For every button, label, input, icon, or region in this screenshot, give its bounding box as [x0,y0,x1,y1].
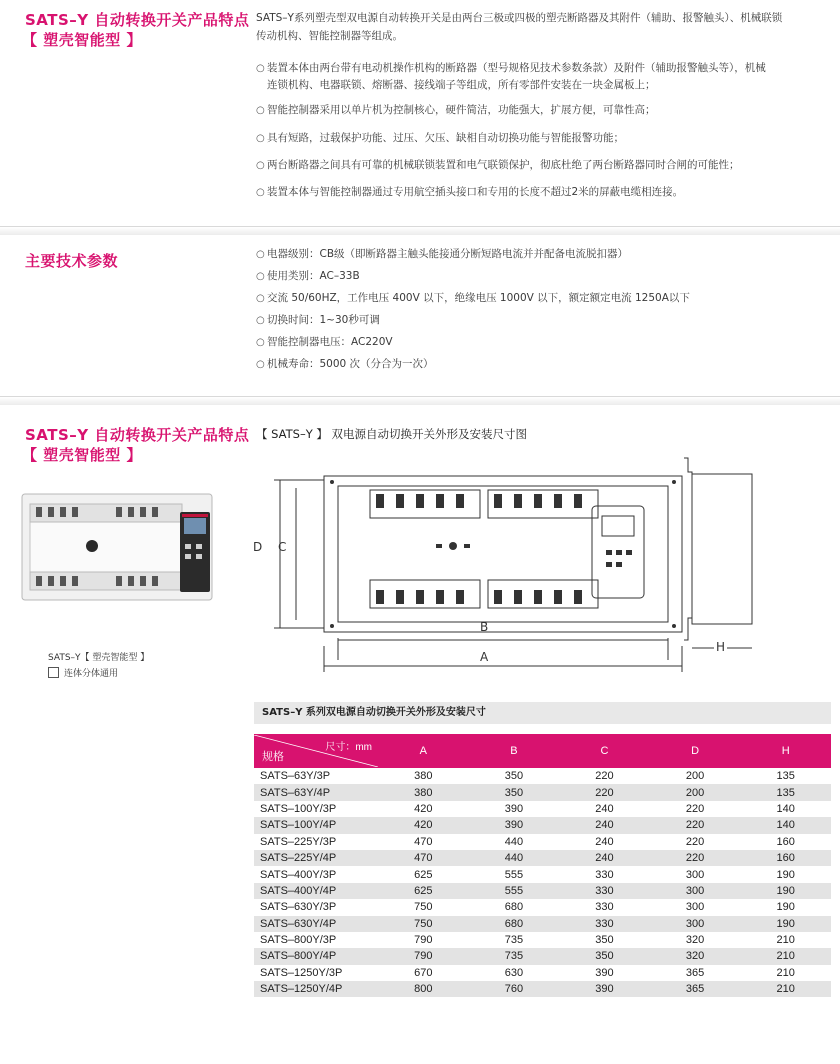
cell-a: 420 [378,801,469,817]
cell-h: 135 [740,784,831,800]
cell-d: 365 [650,965,741,981]
cell-c: 390 [559,965,650,981]
cell-c: 240 [559,850,650,866]
cell-b: 680 [469,899,560,915]
circle-bullet-icon: ○ [256,315,265,326]
column-header-c: C [559,734,650,768]
cell-h: 160 [740,834,831,850]
section3-subtitle: 【 塑壳智能型 】 [22,446,142,464]
cell-d: 300 [650,916,741,932]
param-list [256,246,816,378]
table-row [254,948,831,964]
feature-item: ○ 装置本体与智能控制器通过专用航空插头接口和专用的长度不超过2米的屏蔽电缆相连接。 [256,184,816,202]
cell-a: 750 [378,916,469,932]
column-header-a: A [378,734,469,768]
cell-a: 420 [378,817,469,833]
section1-title: SATS–Y 自动转换开关产品特点 [25,11,250,29]
cell-h: 160 [740,850,831,866]
cell-h: 190 [740,883,831,899]
cell-b: 735 [469,932,560,948]
cell-b: 350 [469,768,560,784]
cell-b: 630 [469,965,560,981]
table-row [254,768,831,784]
table-header-row [254,734,831,768]
param-item: ○ 机械寿命：5000 次（分合为一次） [256,356,816,378]
section1-subtitle: 【 塑壳智能型 】 [22,31,142,49]
cell-c: 350 [559,948,650,964]
cell-b: 555 [469,883,560,899]
photo-caption: SATS–Y【 塑壳智能型 】 [48,653,150,663]
cell-a: 670 [378,965,469,981]
table-row [254,899,831,915]
feature-item: ○ 两台断路器之间具有可靠的机械联锁装置和电气联锁保护，彻底杜绝了两台断路器同时合闸的可能性； [256,157,816,175]
circle-bullet-icon: ○ [256,359,265,370]
cell-d: 320 [650,948,741,964]
dimension-drawing [240,450,760,675]
dim-label-d: D [253,540,263,554]
product-photo [20,488,220,608]
dim-label-b: B [480,620,489,634]
cell-h: 190 [740,899,831,915]
cell-model: SATS–225Y/4P [254,850,378,866]
feature-item: ○ 智能控制器采用以单片机为控制核心，硬件简洁，功能强大，扩展方便，可靠性高； [256,102,816,120]
cell-model: SATS–1250Y/4P [254,981,378,997]
column-header-h: H [740,734,831,768]
cell-c: 350 [559,932,650,948]
feature-item: ○ 装置本体由两台带有电动机操作机构的断路器（型号规格见技术参数条款）及附件（辅助报警触头等），机械 连锁机构、电器联锁、熔断器、接线端子等组成，所有零部件安装在一块金属板上； [256,62,766,91]
cell-b: 390 [469,801,560,817]
cell-h: 190 [740,866,831,882]
param-item: ○ 电器级别：CB级（即断路器主触头能接通分断短路电流并并配备电流脱扣器） [256,246,816,268]
circle-bullet-icon: ○ [256,249,265,260]
column-header-b: B [469,734,560,768]
cell-model: SATS–63Y/4P [254,784,378,800]
cell-d: 200 [650,768,741,784]
circle-bullet-icon: ○ [256,187,265,198]
circle-bullet-icon: ○ [256,337,265,348]
dimension-table [254,734,831,997]
cell-b: 390 [469,817,560,833]
section2-title: 主要技术参数 [25,252,119,270]
cell-a: 470 [378,850,469,866]
cell-c: 240 [559,801,650,817]
circle-bullet-icon: ○ [256,271,265,282]
drawing-title: 【 SATS–Y 】 双电源自动切换开关外形及安装尺寸图 [256,427,528,441]
cell-b: 440 [469,850,560,866]
cell-d: 220 [650,801,741,817]
cell-c: 240 [559,834,650,850]
cell-model: SATS–400Y/3P [254,866,378,882]
cell-d: 300 [650,899,741,915]
table-row [254,866,831,882]
dim-label-c: C [278,540,287,554]
dim-label-a: A [480,650,489,664]
cell-model: SATS–630Y/4P [254,916,378,932]
cell-a: 470 [378,834,469,850]
circle-bullet-icon: ○ [256,160,265,171]
checkbox-icon [48,667,59,678]
feature-item: ○ 具有短路，过载保护功能、过压、欠压、缺相自动切换功能与智能报警功能； [256,130,816,148]
table-row [254,916,831,932]
table-row [254,981,831,997]
cell-h: 135 [740,768,831,784]
cell-a: 625 [378,883,469,899]
param-item: ○ 交流 50/60HZ，工作电压 400V 以下，绝缘电压 1000V 以下，额定额定电流 1250A以下 [256,290,816,312]
cell-model: SATS–400Y/4P [254,883,378,899]
cell-d: 200 [650,784,741,800]
cell-model: SATS–63Y/3P [254,768,378,784]
cell-a: 625 [378,866,469,882]
cell-model: SATS–630Y/3P [254,899,378,915]
cell-d: 365 [650,981,741,997]
table-row [254,883,831,899]
cell-b: 735 [469,948,560,964]
cell-c: 330 [559,899,650,915]
mount-option: 连体分体通用 [48,666,118,679]
cell-d: 220 [650,817,741,833]
cell-a: 380 [378,784,469,800]
section3-title: SATS–Y 自动转换开关产品特点 [25,426,250,444]
table-row [254,850,831,866]
cell-d: 220 [650,834,741,850]
cell-b: 680 [469,916,560,932]
cell-h: 210 [740,948,831,964]
corner-header: 尺寸：mm 规格 [254,734,378,768]
cell-c: 390 [559,981,650,997]
cell-c: 330 [559,866,650,882]
section-divider [0,226,840,235]
cell-b: 555 [469,866,560,882]
param-item: ○ 使用类别：AC–33B [256,268,816,290]
cell-b: 350 [469,784,560,800]
cell-h: 190 [740,916,831,932]
cell-c: 330 [559,883,650,899]
param-item: ○ 切换时间：1~30秒可调 [256,312,816,334]
cell-model: SATS–100Y/3P [254,801,378,817]
table-row [254,817,831,833]
cell-h: 210 [740,981,831,997]
cell-c: 330 [559,916,650,932]
cell-b: 440 [469,834,560,850]
section-divider [0,396,840,405]
dim-label-h: H [716,640,726,654]
cell-model: SATS–800Y/3P [254,932,378,948]
cell-h: 140 [740,801,831,817]
table-row [254,834,831,850]
table-caption: SATS–Y 系列双电源自动切换开关外形及安装尺寸 [254,702,831,724]
param-item: ○ 智能控制器电压：AC220V [256,334,816,356]
cell-model: SATS–1250Y/3P [254,965,378,981]
cell-a: 790 [378,932,469,948]
cell-h: 210 [740,932,831,948]
cell-d: 300 [650,866,741,882]
circle-bullet-icon: ○ [256,133,265,144]
cell-c: 240 [559,817,650,833]
intro-line-1: SATS–Y系列塑壳型双电源自动转换开关是由两台三极或四极的塑壳断路器及其附件（辅助、报警触头）、机械联锁 [256,12,783,24]
cell-c: 220 [559,784,650,800]
feature-list [256,60,816,202]
cell-h: 210 [740,965,831,981]
cell-a: 800 [378,981,469,997]
intro-line-2: 传动机构、智能控制器等组成。 [256,30,403,42]
cell-a: 380 [378,768,469,784]
cell-a: 750 [378,899,469,915]
circle-bullet-icon: ○ [256,293,265,304]
cell-h: 140 [740,817,831,833]
table-body [254,768,831,997]
cell-c: 220 [559,768,650,784]
cell-model: SATS–100Y/4P [254,817,378,833]
cell-d: 320 [650,932,741,948]
table-row [254,784,831,800]
table-row [254,801,831,817]
circle-bullet-icon: ○ [256,105,265,116]
circle-bullet-icon: ○ [256,63,265,74]
cell-d: 220 [650,850,741,866]
cell-b: 760 [469,981,560,997]
cell-model: SATS–800Y/4P [254,948,378,964]
cell-a: 790 [378,948,469,964]
table-row [254,932,831,948]
cell-d: 300 [650,883,741,899]
column-header-d: D [650,734,741,768]
cell-model: SATS–225Y/3P [254,834,378,850]
table-row [254,965,831,981]
